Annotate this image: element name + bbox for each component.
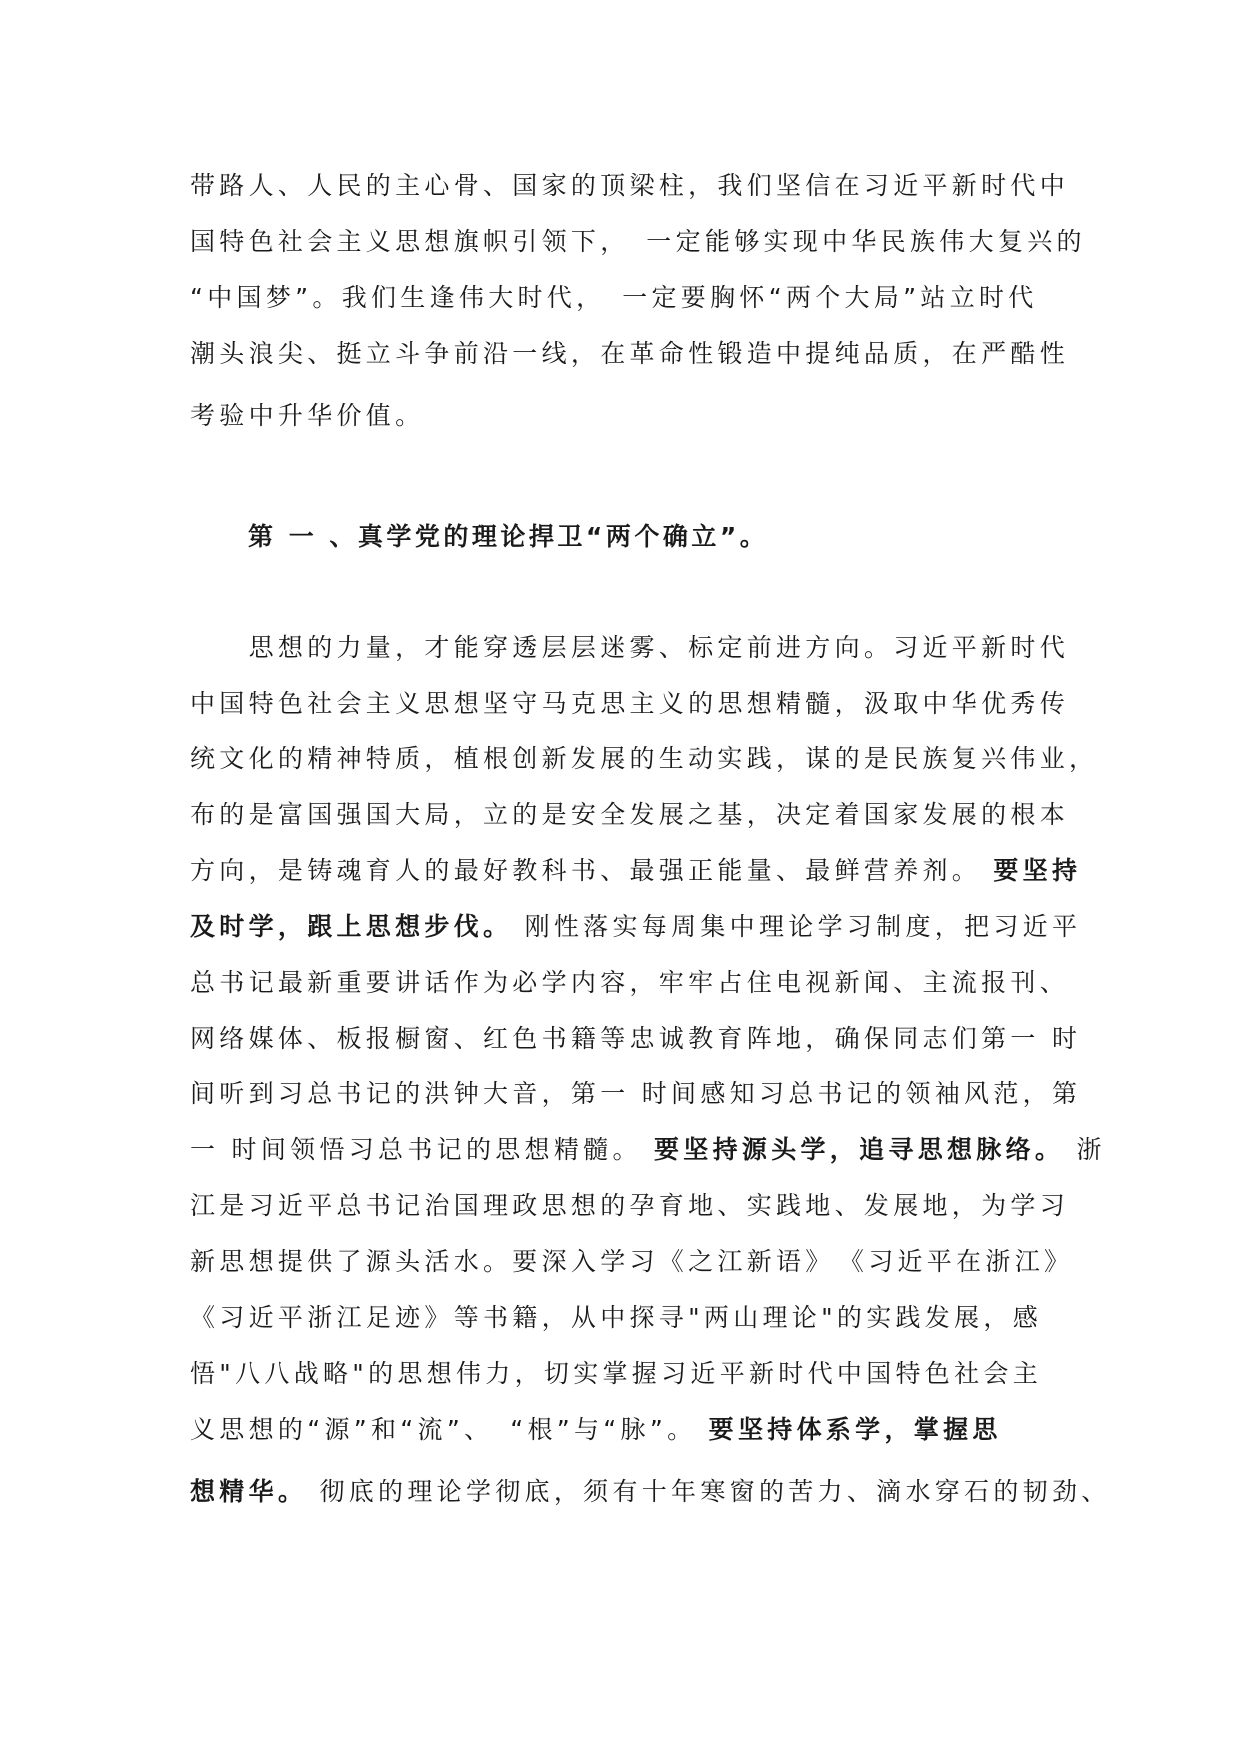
body-text: 一 时间领悟习总书记的思想精髓。: [190, 1135, 642, 1164]
intro-line-5: 考验中升华价值。: [190, 401, 425, 430]
body-line-13: 《习近平浙江足迹》等书籍，从中探寻"两山理论"的实践发展，感: [190, 1303, 1043, 1332]
body-line-10: [190, 1130, 1106, 1170]
body-line-12: 新思想提供了源头活水。要深入学习《之江新语》 《习近平在浙江》: [190, 1247, 1074, 1276]
body-line-2: 中国特色社会主义思想坚守马克思主义的思想精髓，汲取中华优秀传: [190, 689, 1070, 718]
body-line-3: 统文化的精神特质，植根创新发展的生动实践，谋的是民族复兴伟业，: [190, 744, 1099, 773]
section-heading: 第 一 、真学党的理论捍卫“两个确立”。: [248, 522, 769, 551]
emphasis-text: 要坚持源头学，追寻思想脉络。: [654, 1135, 1065, 1164]
body-line-14: 悟"八八战略"的思想伟力，切实掌握习近平新时代中国特色社会主: [190, 1359, 1043, 1388]
body-line-16: [190, 1472, 1111, 1512]
body-line-8: 网络媒体、板报橱窗、红色书籍等忠诚教育阵地，确保同志们第一 时: [190, 1024, 1082, 1053]
intro-line-3: “中国梦”。我们生逢伟大时代， 一定要胸怀“两个大局”站立时代: [190, 283, 1038, 312]
body-line-7: 总书记最新重要讲话作为必学内容，牢牢占住电视新闻、主流报刊、: [190, 968, 1070, 997]
body-line-1: 思想的力量，才能穿透层层迷雾、标定前进方向。习近平新时代: [190, 633, 1070, 662]
body-line-5: [190, 851, 1082, 891]
emphasis-text: 及时学，跟上思想步伐。: [190, 912, 513, 941]
body-line-11: 江是习近平总书记治国理政思想的孕育地、实践地、发展地，为学习: [190, 1191, 1070, 1220]
body-text: 刚性落实每周集中理论学习制度，把习近平: [524, 912, 1082, 941]
body-text: 彻底的理论学彻底，须有十年寒窗的苦力、滴水穿石的韧劲、: [319, 1477, 1111, 1506]
intro-line-1: 带路人、人民的主心骨、国家的顶梁柱，我们坚信在习近平新时代中: [190, 171, 1070, 200]
intro-line-4: 潮头浪尖、挺立斗争前沿一线，在革命性锻造中提纯品质，在严酷性: [190, 339, 1070, 368]
intro-line-2: 国特色社会主义思想旗帜引领下， 一定能够实现中华民族伟大复兴的: [190, 227, 1086, 256]
body-text: 浙: [1076, 1135, 1106, 1164]
body-line-15: [190, 1410, 1060, 1450]
body-line-9: 间听到习总书记的洪钟大音，第一 时间感知习总书记的领袖风范，第: [190, 1079, 1082, 1108]
body-line-6: [190, 907, 1082, 947]
emphasis-text: 要坚持体系学，掌握思: [708, 1415, 1002, 1444]
emphasis-text: 要坚持: [993, 856, 1082, 885]
body-text: 义思想的“源”和“流”、 “根”与“脉”。: [190, 1415, 697, 1444]
emphasis-text: 想精华。: [190, 1477, 308, 1506]
body-line-4: 布的是富国强国大局，立的是安全发展之基，决定着国家发展的根本: [190, 800, 1070, 829]
body-text: 方向，是铸魂育人的最好教科书、最强正能量、最鲜营养剂。: [190, 856, 982, 885]
